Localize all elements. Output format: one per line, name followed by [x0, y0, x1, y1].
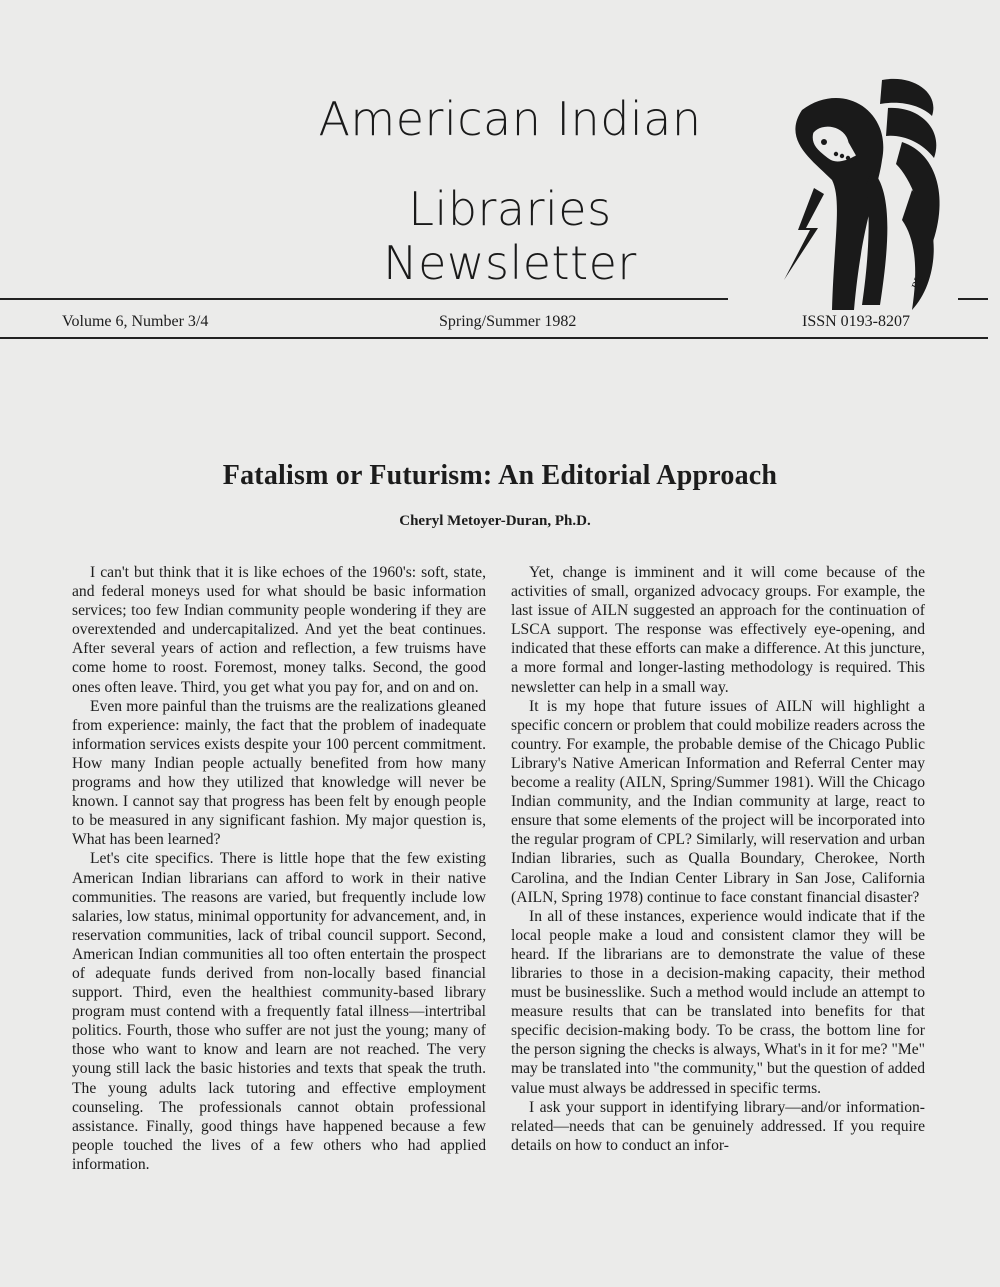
info-bottom-rule	[0, 337, 988, 339]
article-title: Fatalism or Futurism: An Editorial Approach	[222, 460, 778, 491]
top-rule-left	[0, 298, 728, 300]
issue-issn: ISSN 0193-8207	[802, 313, 911, 330]
masthead-title-line1: American Indian	[318, 92, 702, 146]
article-paragraph: I can't but think that it is like echoes of the 1960's: soft, state, and federal moneys used for what should be basic information services; too few Indian community people wondering if they are overextended and undercapitalized. And yet the beat continues. After several years of action and reflection, a few truisms have come home to roost. Foremost, money talks. Second, the good ones often leave. Third, you get what you pay for, and on and on.	[72, 564, 486, 696]
article-paragraph: Let's cite specifics. There is little hope that the few existing American Indian librarians can afford to work in their native communities. The reasons are varied, but frequently include low salaries, low status, minimal opportunity for advancement, and, in reservation communities, lack of tribal council support. Second, American Indian communities all too often entertain the prospect of adequate funds derived from non-locally based financial support. Third, even the healthiest community-based library program must contend with a frequently fatal illness—intertribal politics. Fourth, those who suffer are not just the young; many of those who want to know and learn are not reached. The very young still lack the basic histories and texts that speak the truth. The young adults lack tutoring and effective employment counseling. The professionals cannot obtain professional assistance. Finally, good things have happened because a few people touched the lives of a few others who had applied information.	[72, 850, 486, 1173]
article-column-right	[511, 563, 925, 1155]
thunderbird-logo	[762, 70, 952, 315]
issue-season: Spring/Summer 1982	[439, 313, 577, 330]
masthead-title-line2: Libraries Newsletter	[383, 182, 637, 290]
issue-info-row	[0, 313, 1000, 335]
article-paragraph: I ask your support in identifying library—and/or information-related—needs that can be genuinely addressed. If you require details on how to conduct an infor-	[511, 1098, 925, 1154]
issue-volume: Volume 6, Number 3/4	[62, 313, 209, 330]
article-paragraph: Yet, change is imminent and it will come because of the activities of small, organized advocacy groups. For example, the last issue of AILN suggested an approach for the continuation of LSCA support. The response was effectively eye-opening, and indicated that these efforts can make a difference. At this juncture, a more formal and longer-lasting methodology is required. This newsletter can help in a small way.	[511, 564, 925, 696]
article-paragraph: In all of these instances, experience would indicate that if the local people make a loud and consistent clamor they will be heard. If the librarians are to demonstrate the value of these libraries to those in a decision-making capacity, their method must be businesslike. Such a method would include an attempt to measure results that can be translated into benefits for that specific decision-making body. To be crass, the bottom line for the person signing the checks is always, What's in it for me? "Me" may be translated into "the community," but the question of added value must always be addressed in specific terms.	[511, 907, 925, 1097]
top-rule-right	[958, 298, 988, 300]
article-paragraph: Even more painful than the truisms are the realizations gleaned from experience: mainly, the fact that the problem of inadequate information services exists despite your 100 percent commitment. How many Indian people actually benefited from how many programs and how they utilized that knowledge will never be known. I cannot say that progress has been felt by enough people to be measured in any significant fashion. My major question is, What has been learned?	[72, 697, 486, 849]
logo-initials: RH	[909, 273, 926, 292]
article-paragraph: It is my hope that future issues of AILN will highlight a specific concern or problem that could mobilize readers across the country. For example, the probable demise of the Chicago Public Library's Native American Information and Referral Center may become a reality (AILN, Spring/Summer 1981). Will the Chicago Indian community, and the Indian community at large, react to ensure that some elements of the project will be incorporated into the regular program of CPL? Similarly, will reservation and urban Indian libraries, such as Qualla Boundary, Cherokee, North Carolina, and the Indian Center Library in San Jose, California (AILN, Spring 1978) continue to face constant financial disaster?	[511, 697, 925, 906]
article-column-left	[72, 563, 486, 1174]
article-author: Cheryl Metoyer-Duran, Ph.D.	[399, 513, 591, 529]
